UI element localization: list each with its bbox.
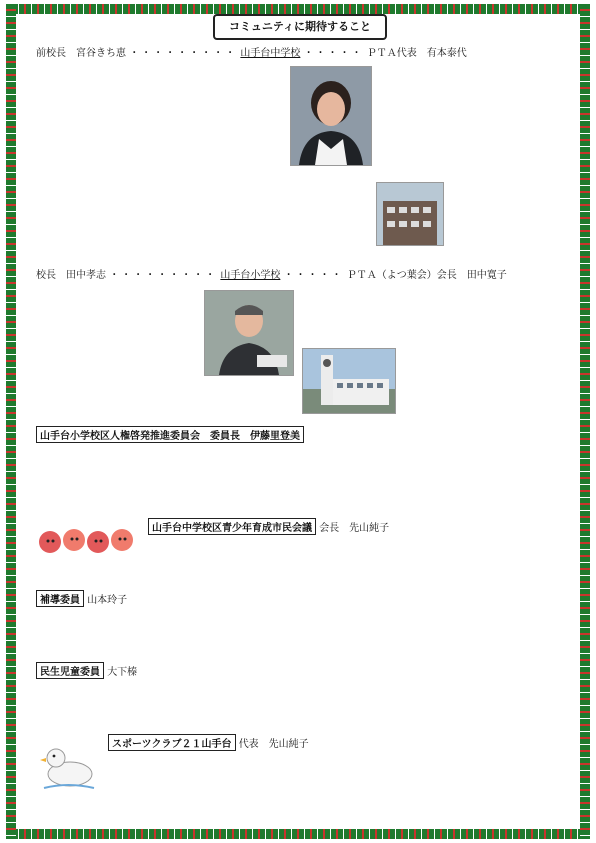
section7-body: [112, 750, 560, 802]
section1-leader: ・・・・・・・・・: [129, 48, 238, 59]
section2-pta: ＰＴＡ（よつ葉会）会長 田中寛子: [346, 270, 507, 281]
section1-body-right: [372, 64, 558, 184]
garland-top: [6, 4, 590, 14]
section1-school: 山手台中学校: [240, 48, 301, 59]
section3-title: 山手台小学校区人権啓発推進委員会 委員長 伊藤里登美: [36, 426, 304, 443]
section5-header: [36, 590, 560, 607]
school2-building-image: [303, 349, 395, 413]
garland-bottom: [6, 829, 590, 839]
section5-title: 補導委員: [36, 590, 84, 607]
section2-leader: ・・・・・・・・・: [109, 270, 218, 281]
section4-title: 山手台中学校区青少年育成市民会議: [148, 518, 316, 535]
section2-body-left: [44, 282, 192, 412]
section2-leader-2: ・・・・・: [283, 270, 344, 281]
section2-school: 山手台小学校: [220, 270, 281, 281]
section3-body: [44, 444, 560, 490]
section1-pta: ＰＴＡ代表 有本泰代: [366, 48, 467, 59]
section2-principal: 校長 田中孝志: [36, 270, 106, 281]
section1-leader-2: ・・・・・: [303, 48, 364, 59]
kids-illustration: [36, 522, 144, 560]
section4-body: [148, 536, 560, 582]
section2-header: [36, 266, 560, 281]
garland-right: [580, 4, 590, 839]
section4-role: 会長 先山純子: [319, 523, 390, 534]
garland-left: [6, 4, 16, 839]
section5-role: 山本玲子: [87, 595, 128, 606]
section6-body: [44, 678, 560, 724]
section7-role: 代表 先山純子: [238, 739, 309, 750]
principal-photo-image: [291, 67, 371, 165]
section3-header: [36, 426, 560, 443]
section6-header: [36, 662, 560, 679]
section2-body-right: [300, 282, 560, 346]
section1-header: [36, 44, 560, 59]
section1-body-left: [44, 64, 274, 250]
section5-body: [44, 606, 560, 652]
kids-illustration-image: [36, 522, 144, 560]
page-title: コミュニティに期待すること: [213, 14, 387, 40]
section7-title: スポーツクラブ２１山手台: [108, 734, 236, 751]
duck-illustration-image: [40, 742, 96, 790]
school2-building-photo: [302, 348, 396, 414]
section7-header: [108, 734, 560, 751]
principal-photo: [290, 66, 372, 166]
principal2-photo: [204, 290, 294, 376]
section6-title: 民生児童委員: [36, 662, 104, 679]
section1-principal: 前校長 宮谷きち恵: [36, 48, 126, 59]
section6-role: 大下榛: [107, 667, 138, 678]
school-building-photo: [376, 182, 444, 246]
principal2-photo-image: [205, 291, 293, 375]
duck-illustration: [40, 742, 96, 790]
section4-header: [148, 518, 560, 535]
school-building-image: [377, 183, 443, 245]
